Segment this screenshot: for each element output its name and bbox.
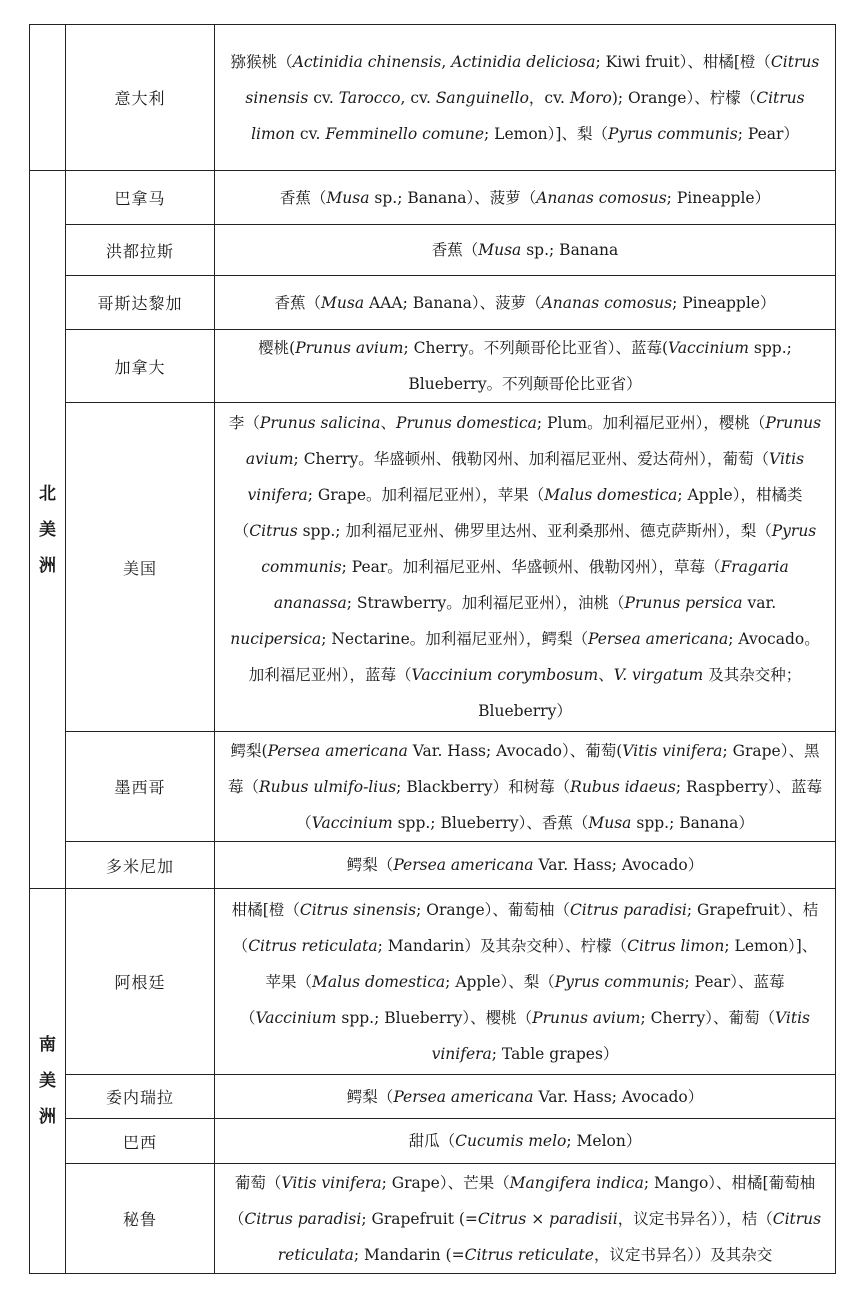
fruit-cell <box>215 1075 836 1119</box>
fruit-text: 香蕉（ <box>431 241 479 259</box>
scientific-name: Prunus salicina <box>259 414 381 432</box>
scientific-name: Fragaria ananassa <box>273 558 789 612</box>
fruit-text: cv. <box>295 124 326 143</box>
fruit-text: ; Strawberry。加利福尼亚州），油桃（ <box>346 594 625 612</box>
scientific-name: Citrus limon <box>251 88 805 143</box>
fruit-text: ; Orange）、葡萄柚（ <box>416 900 570 919</box>
scientific-name: Vitis vinifera <box>622 741 723 760</box>
country-cell: 巴西 <box>66 1119 215 1164</box>
scientific-name: Musa <box>321 293 365 312</box>
fruit-text: ; Grape）、芒果（ <box>381 1173 510 1192</box>
fruit-text: 鳄梨（ <box>346 856 394 874</box>
fruit-text: Var. Hass; Avocado） <box>533 856 704 874</box>
country-cell: 加拿大 <box>66 330 215 403</box>
table-row <box>30 276 836 330</box>
scientific-name: Ananas comosus <box>541 293 673 312</box>
fruit-text: ; Table grapes） <box>491 1044 619 1063</box>
scientific-name: Citrus reticulata <box>277 1209 822 1264</box>
fruit-text: var. <box>742 594 777 612</box>
country-cell: 委内瑞拉 <box>66 1075 215 1119</box>
scientific-name: Mangifera indica <box>509 1173 644 1192</box>
fruit-text: ; Kiwi fruit）、柑橘[橙（ <box>595 52 771 71</box>
fruit-text: 猕猴桃（ <box>230 52 293 71</box>
scientific-name: Malus domestica <box>312 972 446 991</box>
fruit-cell <box>215 1164 836 1274</box>
country-cell: 阿根廷 <box>66 889 215 1075</box>
scientific-name: Vitis vinifera <box>281 1173 382 1192</box>
scientific-name: Persea americana <box>267 741 408 760</box>
fruit-text: ; Lemon）]、梨（ <box>484 124 608 143</box>
fruit-cell <box>215 1119 836 1164</box>
table-row <box>30 25 836 171</box>
scientific-name: Prunus avium <box>295 339 404 357</box>
fruit-text: spp.; Blueberry）、香蕉（ <box>392 813 589 832</box>
fruit-text: ); Orange）、柠檬（ <box>611 88 757 107</box>
fruit-text: ; Cherry）、葡萄（ <box>640 1008 775 1027</box>
table-row <box>30 225 836 276</box>
fruit-text: ，议定书异名）），桔（ <box>617 1209 773 1228</box>
fruit-cell <box>215 732 836 842</box>
scientific-name: Persea americana <box>393 856 534 874</box>
country-cell: 哥斯达黎加 <box>66 276 215 330</box>
fruit-text: ; Cherry。华盛顿州、俄勒冈州、加利福尼亚州、爱达荷州），葡萄（ <box>293 450 770 468</box>
scientific-name: Pyrus communis <box>554 972 685 991</box>
fruit-cell <box>215 403 836 732</box>
scientific-name: Persea americana <box>588 630 729 648</box>
scientific-name: Citrus paradisi <box>569 900 687 919</box>
fruit-text: ; Lemon）]、苹果（ <box>265 936 818 991</box>
scientific-name: Citrus sinensis <box>245 52 820 107</box>
country-cell: 意大利 <box>66 25 215 171</box>
fruit-text: sp.; Banana）、菠萝（ <box>369 188 537 207</box>
fruit-text: spp.; Banana） <box>631 813 754 832</box>
fruit-text: 及其杂交种；Blueberry） <box>478 666 802 720</box>
country-cell: 墨西哥 <box>66 732 215 842</box>
scientific-name: Citrus reticulate <box>464 1245 594 1264</box>
fruit-text: spp.; Blueberry。不列颠哥伦比亚省） <box>408 339 792 393</box>
fruit-text: 、 <box>380 414 397 432</box>
fruit-cell <box>215 842 836 889</box>
country-cell: 多米尼加 <box>66 842 215 889</box>
fruit-text: spp.; 加利福尼亚州、佛罗里达州、亚利桑那州、德克萨斯州），梨（ <box>297 522 772 540</box>
fruit-text: ; Grape）、黑莓（ <box>227 741 820 796</box>
scientific-name: Prunus avium <box>245 414 822 468</box>
fruit-text: ; Grapefruit (= <box>361 1209 478 1228</box>
fruit-text: ; Mandarin）及其杂交种）、柠檬（ <box>377 936 628 955</box>
table-row <box>30 330 836 403</box>
fruit-text: ; Pineapple） <box>672 293 776 312</box>
fruit-text: ; Avocado。加利福尼亚州），蓝莓（ <box>248 630 820 684</box>
table-row <box>30 1164 836 1274</box>
table-row <box>30 1119 836 1164</box>
region-cell-south-america <box>30 889 66 1274</box>
scientific-name: Pyrus communis <box>607 124 738 143</box>
scientific-name: Prunus domestica <box>396 414 537 432</box>
scientific-name: Citrus limon <box>627 936 725 955</box>
scientific-name: Malus domestica <box>544 486 678 504</box>
country-cell: 巴拿马 <box>66 171 215 225</box>
scientific-name: Vaccinium <box>255 1008 337 1027</box>
fruit-text: ; Plum。加利福尼亚州），樱桃（ <box>536 414 766 432</box>
scientific-name: Vitis vinifera <box>247 450 805 504</box>
fruit-text: 柑橘[橙（ <box>231 900 300 919</box>
fruit-text: Var. Hass; Avocado） <box>533 1087 704 1106</box>
scientific-name: Rubus idaeus <box>570 777 676 796</box>
fruit-text: ; Pear。加利福尼亚州、华盛顿州、俄勒冈州），草莓（ <box>341 558 721 576</box>
fruit-text: ; Grapefruit）、桔（ <box>232 900 819 955</box>
scientific-name: Pyrus communis <box>261 522 817 576</box>
fruit-text: , <box>441 52 452 71</box>
fruit-text: ; Apple）、梨（ <box>445 972 555 991</box>
country-cell: 洪都拉斯 <box>66 225 215 276</box>
scientific-name: Citrus paradisi <box>244 1209 362 1228</box>
scientific-name: Citrus <box>249 522 298 540</box>
scientific-name: Citrus sinensis <box>299 900 417 919</box>
fruit-text: ; Blackberry）和树莓（ <box>396 777 571 796</box>
scientific-name: Actinidia chinensis <box>292 52 442 71</box>
fruit-text: ; Pear）、蓝莓（ <box>239 972 785 1027</box>
fruit-cell <box>215 25 836 171</box>
fruit-text: ; Melon） <box>566 1132 642 1150</box>
produce-table <box>29 24 836 1274</box>
fruit-text: sp.; Banana <box>521 241 619 259</box>
fruit-text: ; Apple），柑橘类（ <box>233 486 803 540</box>
fruit-text: ，cv. <box>528 88 570 107</box>
fruit-cell <box>215 889 836 1075</box>
fruit-text: 甜瓜（ <box>408 1132 456 1150</box>
fruit-text: 、 <box>598 666 614 684</box>
scientific-name: Actinidia deliciosa <box>451 52 596 71</box>
scientific-name: Citrus reticulata <box>248 936 378 955</box>
region-cell <box>30 25 66 171</box>
scientific-name: nucipersica <box>230 630 322 648</box>
scientific-name: Vitis vinifera <box>431 1008 811 1063</box>
table-row <box>30 732 836 842</box>
scientific-name: Musa <box>588 813 632 832</box>
scientific-name: Vaccinium corymbosum <box>411 666 599 684</box>
fruit-text: ; Nectarine。加利福尼亚州），鳄梨（ <box>321 630 589 648</box>
fruit-cell <box>215 276 836 330</box>
fruit-cell <box>215 225 836 276</box>
fruit-text: AAA; Banana）、菠萝（ <box>364 293 542 312</box>
scientific-name: Vaccinium <box>311 813 393 832</box>
table-row <box>30 889 836 1075</box>
table-row <box>30 842 836 889</box>
fruit-text: 香蕉（ <box>274 293 322 312</box>
fruit-text: ，议定书异名））及其杂交 <box>593 1245 773 1264</box>
scientific-name: Tarocco <box>338 88 401 107</box>
table-row <box>30 403 836 732</box>
fruit-text: 鳄梨( <box>230 741 268 760</box>
fruit-text: Var. Hass; Avocado）、葡萄( <box>407 741 623 760</box>
scientific-name: Femminello comune <box>325 124 485 143</box>
country-cell: 秘鲁 <box>66 1164 215 1274</box>
table-row <box>30 171 836 225</box>
fruit-cell <box>215 171 836 225</box>
fruit-text: ; Mango）、柑橘[葡萄柚（ <box>228 1173 816 1228</box>
scientific-name: Ananas comosus <box>536 188 667 207</box>
scientific-name: Musa <box>478 241 522 259</box>
scientific-name: Prunus persica <box>624 594 743 612</box>
fruit-text: ; Grape。加利福尼亚州），苹果（ <box>307 486 545 504</box>
table-row <box>30 1075 836 1119</box>
scientific-name: Rubus ulmifo-lius <box>258 777 397 796</box>
scientific-name: Prunus avium <box>532 1008 641 1027</box>
scientific-name: V. virgatum <box>613 666 704 684</box>
scientific-name: Vaccinium <box>668 339 749 357</box>
scientific-name: Sanguinello <box>435 88 529 107</box>
fruit-text: 李（ <box>228 414 260 432</box>
fruit-text: ; Pineapple） <box>666 188 771 207</box>
scientific-name: Cucumis melo <box>455 1132 567 1150</box>
fruit-text: ; Mandarin (= <box>353 1245 465 1264</box>
fruit-text: 樱桃( <box>258 339 296 357</box>
scientific-name: Musa <box>326 188 370 207</box>
scientific-name: Moro <box>569 88 612 107</box>
fruit-text: × <box>526 1209 550 1228</box>
fruit-text: spp.; Blueberry）、樱桃（ <box>336 1008 533 1027</box>
region-label: 北美洲 <box>39 483 56 576</box>
fruit-text: ; Cherry。不列颠哥伦比亚省）、蓝莓( <box>403 339 669 357</box>
fruit-text: 香蕉（ <box>279 188 327 207</box>
fruit-text: ; Pear） <box>737 124 799 143</box>
fruit-text: ; Raspberry）、蓝莓（ <box>296 777 823 832</box>
fruit-text: 葡萄（ <box>234 1173 282 1192</box>
fruit-text: 鳄梨（ <box>346 1087 394 1106</box>
fruit-text: cv. <box>308 88 339 107</box>
fruit-cell <box>215 330 836 403</box>
scientific-name: paradisii <box>549 1209 618 1228</box>
region-cell-north-america <box>30 171 66 889</box>
country-cell: 美国 <box>66 403 215 732</box>
scientific-name: Citrus <box>477 1209 527 1228</box>
fruit-text: , cv. <box>400 88 436 107</box>
region-label: 南美洲 <box>39 1035 56 1127</box>
scientific-name: Persea americana <box>393 1087 534 1106</box>
